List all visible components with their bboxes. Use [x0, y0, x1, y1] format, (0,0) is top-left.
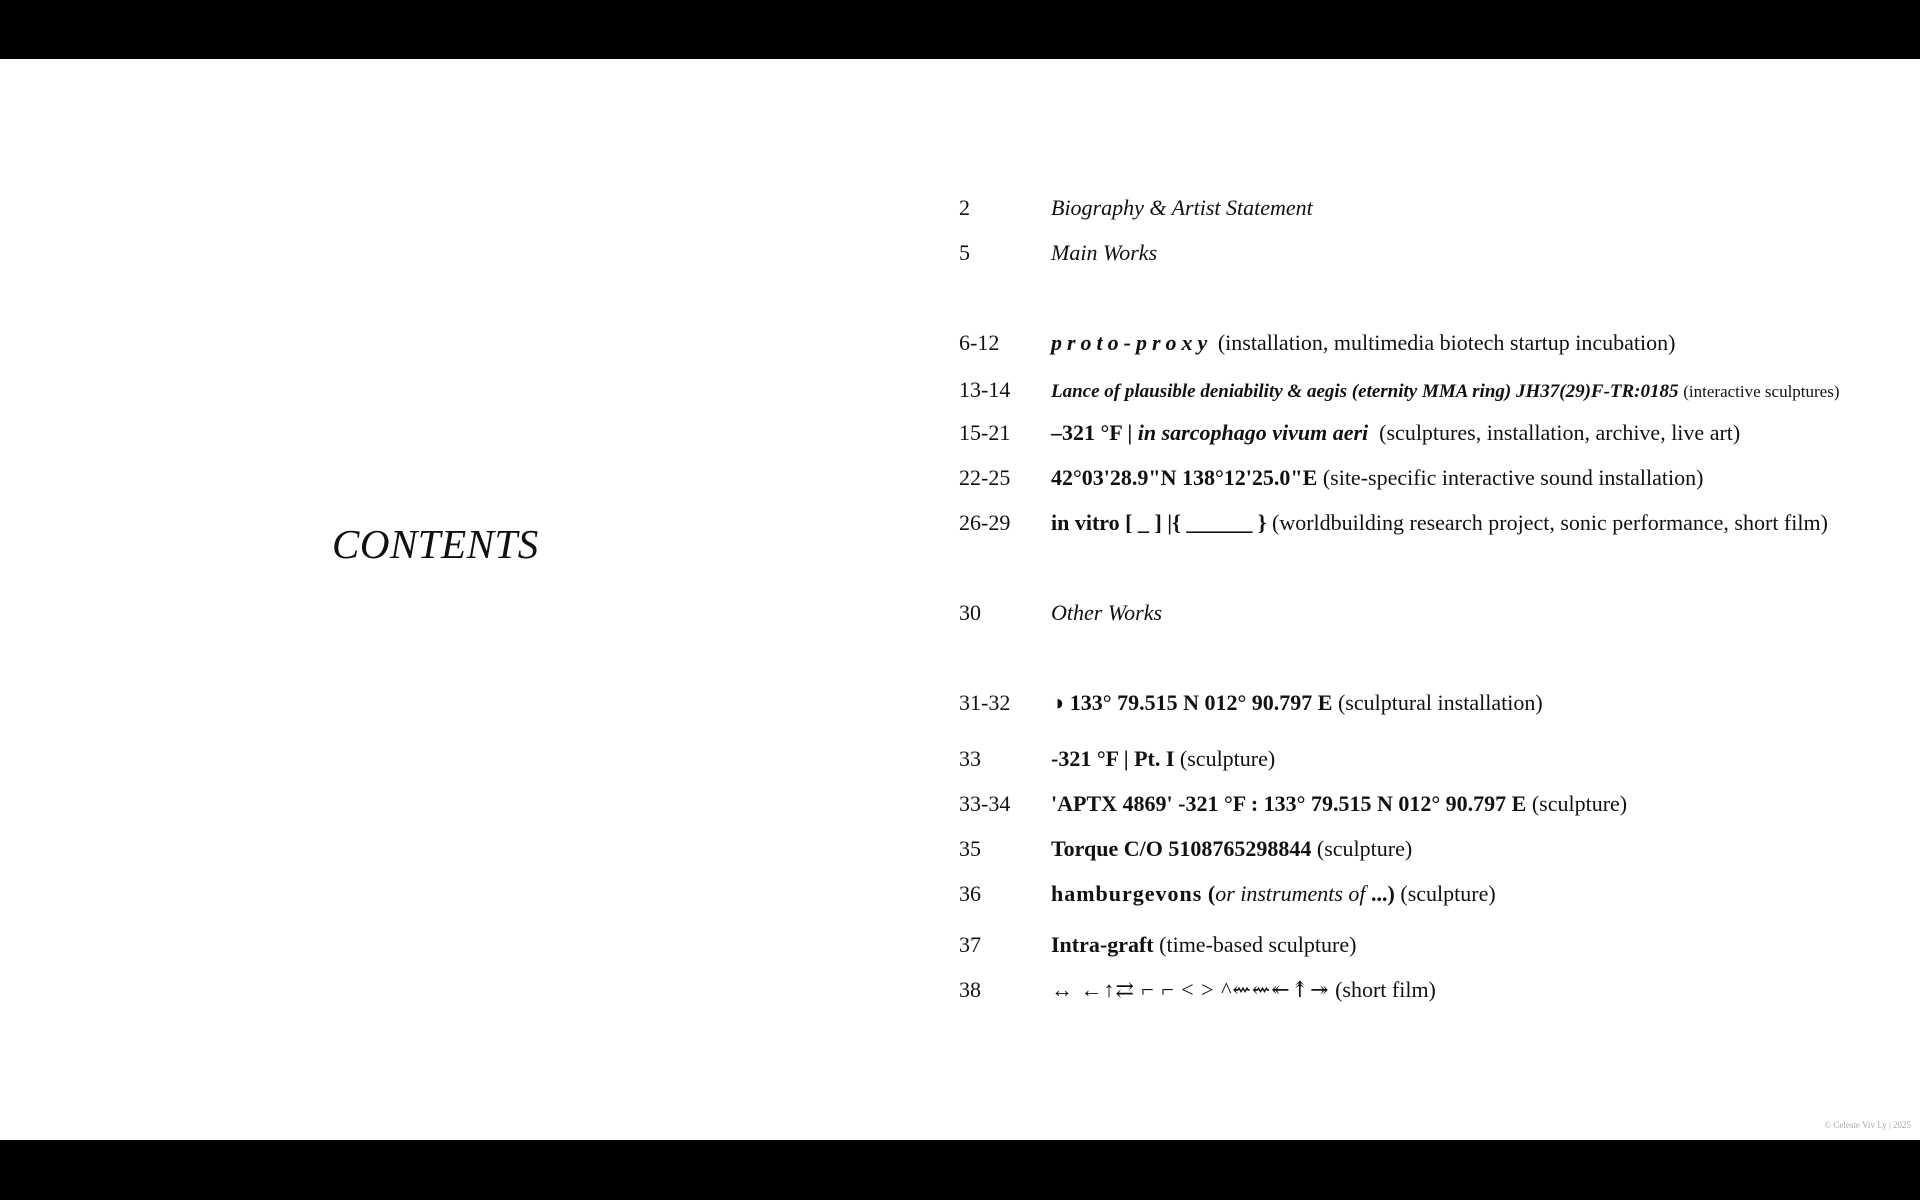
toc-entry-half-circle — [959, 690, 1899, 716]
half-circle-icon: ◑ — [1051, 690, 1065, 715]
toc-section-title: Other Works — [1051, 600, 1163, 625]
toc-page-number: 6-12 — [959, 330, 1000, 355]
toc-description: (sculpture) — [1179, 746, 1276, 771]
toc-title: -321 °F | Pt. I — [1051, 746, 1175, 771]
toc-description: (sculpture) — [1400, 881, 1496, 906]
toc-description: (site-specific interactive sound installation) — [1322, 465, 1704, 490]
toc-page-number: 30 — [959, 600, 981, 625]
toc-title: Intra-graft — [1051, 932, 1154, 957]
toc-title: 'APTX 4869' -321 °F : 133° 79.515 N 012° 90.797 E — [1051, 791, 1527, 816]
toc-title: Lance of plausible deniability & aegis (eternity MMA ring) JH37(29)F-TR:0185 — [1051, 381, 1679, 402]
toc-entry-lance — [959, 377, 1899, 404]
toc-page-number: 38 — [959, 977, 981, 1002]
toc-entry-sarcophago — [959, 420, 1899, 446]
toc-entry-in-vitro — [959, 510, 1899, 536]
toc-page-number: 31-32 — [959, 690, 1011, 715]
toc-page-number: 26-29 — [959, 510, 1011, 535]
toc-entry-pt-one — [959, 746, 1899, 772]
letterbox-top — [0, 0, 1920, 59]
toc-page-number: 2 — [959, 195, 970, 220]
toc-entry-torque — [959, 836, 1899, 862]
toc-title: Biography & Artist Statement — [1051, 195, 1313, 220]
toc-entry-coordinates — [959, 465, 1899, 491]
toc-description: (short film) — [1335, 977, 1436, 1002]
toc-title: in sarcophago vivum aeri — [1137, 420, 1369, 445]
toc-page-number: 15-21 — [959, 420, 1011, 445]
toc-entry-arrows — [959, 977, 1899, 1003]
toc-description: (interactive sculptures) — [1683, 382, 1840, 401]
toc-description: (worldbuilding research project, sonic performance, short film) — [1272, 510, 1828, 535]
toc-title-paren-close: ...) — [1365, 881, 1395, 906]
toc-page-number: 37 — [959, 932, 981, 957]
toc-entry-proto-proxy — [959, 330, 1899, 356]
toc-title-paren-open: ( — [1202, 881, 1216, 906]
toc-description: (time-based sculpture) — [1159, 932, 1357, 957]
toc-entry-biography — [959, 195, 1899, 221]
toc-page-number: 36 — [959, 881, 981, 906]
toc-entry-other-works — [959, 600, 1899, 626]
toc-page-number: 33 — [959, 746, 981, 771]
toc-page-number: 35 — [959, 836, 981, 861]
toc-subtitle: or instruments of — [1215, 881, 1366, 906]
arrow-glyphs-icon: ↔ ←↑⇄ ⌐ ⌐ ˂ ˃ ^⇜⇜↞↟↠ — [1051, 977, 1330, 1002]
toc-title: Torque C/O 5108765298844 — [1051, 836, 1312, 861]
toc-title: hamburgevons — [1051, 881, 1203, 906]
toc-title-prefix: –321 °F | — [1051, 420, 1138, 445]
toc-entry-intra-graft — [959, 932, 1899, 958]
toc-page-number: 13-14 — [959, 377, 1011, 402]
toc-description: (sculptural installation) — [1337, 690, 1543, 715]
toc-title: 133° 79.515 N 012° 90.797 E — [1069, 690, 1333, 715]
toc-page-number: 33-34 — [959, 791, 1011, 816]
toc-section-title: Main Works — [1051, 240, 1158, 265]
toc-entry-aptx — [959, 791, 1899, 817]
toc-description: (sculpture) — [1316, 836, 1413, 861]
toc-title: 42°03'28.9"N 138°12'25.0"E — [1051, 465, 1318, 490]
toc-page-number: 5 — [959, 240, 970, 265]
toc-entry-hamburgevons — [959, 881, 1899, 907]
toc-entry-main-works — [959, 240, 1899, 266]
copyright-notice: © Celeste Viv Ly | 2025 — [1824, 1120, 1911, 1130]
contents-heading: CONTENTS — [332, 521, 539, 567]
toc-description: (sculpture) — [1531, 791, 1628, 816]
toc-description: (sculptures, installation, archive, live art) — [1379, 420, 1741, 445]
toc-description: (installation, multimedia biotech startup incubation) — [1217, 330, 1676, 355]
toc-title: in vitro [ _ ] |{ ______ } — [1051, 510, 1267, 535]
letterbox-bottom — [0, 1140, 1920, 1200]
toc-page-number: 22-25 — [959, 465, 1011, 490]
toc-title: proto-proxy — [1051, 330, 1213, 355]
